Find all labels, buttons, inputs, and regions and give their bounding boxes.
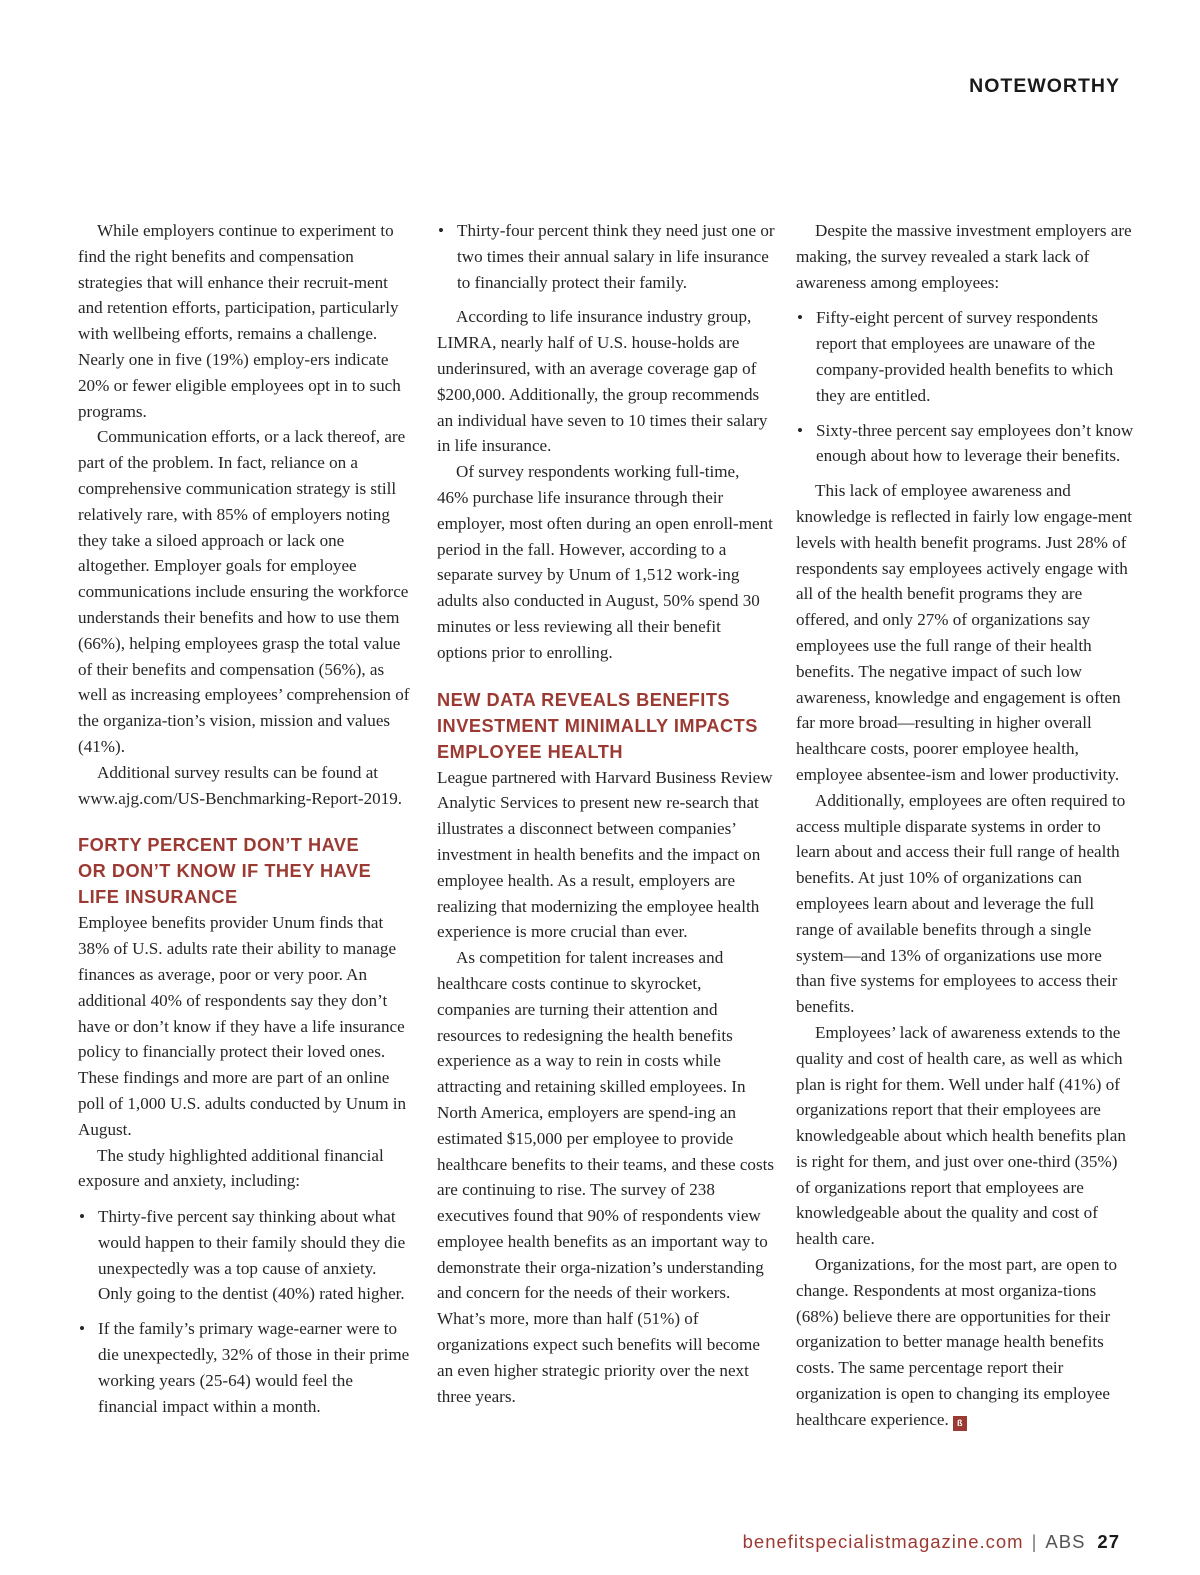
bullet-list xyxy=(437,218,775,295)
page-number: 27 xyxy=(1097,1531,1120,1552)
bullet-item: • Fifty-eight percent of survey respondents report that employees are unaware of the company-provided health benefits to which they are entitled. xyxy=(796,305,1134,408)
footer-separator: | xyxy=(1031,1531,1038,1552)
bullet-item: • Thirty-four percent think they need just one or two times their annual salary in life insurance to financially protect their family. xyxy=(437,218,775,295)
section-heading xyxy=(78,832,412,910)
bullet-list xyxy=(796,305,1134,469)
bullet-item: • Sixty-three percent say employees don’t know enough about how to leverage their benefits. xyxy=(796,418,1134,470)
bullet-list xyxy=(78,1204,412,1419)
paragraph: Communication efforts, or a lack thereof, are part of the problem. In fact, reliance on a comprehensive communication strategy is still relatively rare, with 85% of employers noting they take a siloed approach or lack one altogether. Employer goals for employee communications include ensuring the workforce understands their benefits and how to use them (66%), helping employees grasp the total value of their benefits and compensation (56%), as well as increasing employees’ comprehension of the organiza-tion’s vision, mission and values (41%). xyxy=(78,427,410,756)
paragraph: Despite the massive investment employers are making, the survey revealed a stark lack of awareness among employees: xyxy=(796,221,1132,292)
paragraph: Employee benefits provider Unum finds that 38% of U.S. adults rate their ability to manage finances as average, poor or very poor. An additional 40% of respondents say they don’t have or don’t know if they have a life insurance policy to financially protect their loved ones. These findings and more are part of an online poll of 1,000 U.S. adults conducted by Unum in August. xyxy=(78,913,407,1139)
paragraph: League partnered with Harvard Business Review Analytic Services to present new re-search that illustrates a disconnect between companies’ investment in health benefits and the impact on employee health. As a result, employers are realizing that modernizing the employee health experience is more crucial than ever. xyxy=(437,767,773,942)
page-footer xyxy=(600,1531,1120,1553)
paragraph: While employers continue to experiment to find the right benefits and compensation strategies that will enhance their recruit-ment and retention efforts, participation, particularly with wellbeing efforts, remains a challenge. Nearly one in five (19%) employ-ers indicate 20% or fewer eligible employees opt in to such programs. xyxy=(78,221,401,421)
section-heading-line: INVESTMENT MINIMALLY IMPACTS xyxy=(437,715,758,736)
footer-website-link[interactable]: benefitspecialistmagazine.com xyxy=(742,1531,1024,1552)
paragraph-text: Organizations, for the most part, are open to change. Respondents at most organiza-tions (68%) believe there are opportunities for their organization to better manage health benefits costs. The same percentage report their organization is open to changing its employee healthcare experience. xyxy=(796,1255,1118,1429)
paragraph: The study highlighted additional financial exposure and anxiety, including: xyxy=(78,1145,384,1191)
paragraph: Of survey respondents working full-time, 46% purchase life insurance through their employer, most often during an open enroll-ment period in the fall. However, according to a separate survey by Unum of 1,512 work-ing adults also conducted in August, 50% spend 30 minutes or less reviewing all their benefit options prior to enrolling. xyxy=(437,462,773,662)
paragraph: Additional survey results can be found at www.ajg.com/US-Benchmarking-Report-2019. xyxy=(78,762,403,808)
section-label: NOTEWORTHY xyxy=(969,75,1120,97)
section-heading-line: LIFE INSURANCE xyxy=(78,887,238,908)
paragraph xyxy=(796,1252,1134,1433)
bullet-item: • If the family’s primary wage-earner were to die unexpectedly, 32% of those in their prime working years (25-64) would feel the financial impact within a month. xyxy=(78,1316,412,1419)
paragraph: Employees’ lack of awareness extends to the quality and cost of health care, as well as which plan is right for them. Well under half (41%) of organizations report that their employees are knowledgeable about which health benefits plan is right for them, and just over one-third (35%) of organizations report that employees are knowledgeable about the quality and cost of health care. xyxy=(796,1022,1126,1249)
section-heading-line: EMPLOYEE HEALTH xyxy=(437,741,624,762)
article-column-3 xyxy=(796,218,1134,1433)
section-heading-line: FORTY PERCENT DON’T HAVE xyxy=(78,835,360,856)
bullet-item: • Thirty-five percent say thinking about what would happen to their family should they die unexpectedly was a top cause of anxiety. Only going to the dentist (40%) rated higher. xyxy=(78,1204,412,1307)
paragraph: Additionally, employees are often required to access multiple disparate systems in order to learn about and access their full range of health benefits. At just 10% of organizations can employees learn about and leverage the full range of available benefits through a single system—and 13% of organizations use more than five systems for employees to access their benefits. xyxy=(796,790,1126,1017)
end-of-article-icon: ß xyxy=(953,1416,967,1431)
article-column-1 xyxy=(78,218,412,1428)
paragraph: According to life insurance industry group, LIMRA, nearly half of U.S. house-holds are underinsured, with an average coverage gap of $200,000. Additionally, the group recommends an individual have seven to 10 times their salary in life insurance. xyxy=(437,307,768,456)
section-heading xyxy=(437,687,775,765)
section-heading-line: OR DON’T KNOW IF THEY HAVE xyxy=(78,861,372,882)
section-heading-line: NEW DATA REVEALS BENEFITS xyxy=(437,689,731,710)
footer-publication: ABS xyxy=(1045,1531,1086,1552)
paragraph: As competition for talent increases and healthcare costs continue to skyrocket, companies are turning their attention and resources to redesigning the health benefits experience as a way to rein in costs while attracting and retaining skilled employees. In North America, employers are spend-ing an estimated $15,000 per employee to provide healthcare benefits to their teams, and these costs are continuing to rise. The survey of 238 executives found that 90% of respondents view employee health benefits as an important way to demonstrate their orga-nization’s understanding and concern for the needs of their workers. What’s more, more than half (51%) of organizations expect such benefits will become an even higher strategic priority over the next three years. xyxy=(437,948,775,1406)
article-column-2 xyxy=(437,218,775,1409)
paragraph: This lack of employee awareness and knowledge is reflected in fairly low engage-ment levels with health benefit programs. Just 28% of respondents say employees actively engage with all of the health benefit programs they are offered, and only 27% of organizations say employees use the full range of their health benefits. The negative impact of such low awareness, knowledge and engagement is often far more broad—resulting in higher overall healthcare costs, poorer employee health, employee absentee-ism and lower productivity. xyxy=(796,481,1133,784)
